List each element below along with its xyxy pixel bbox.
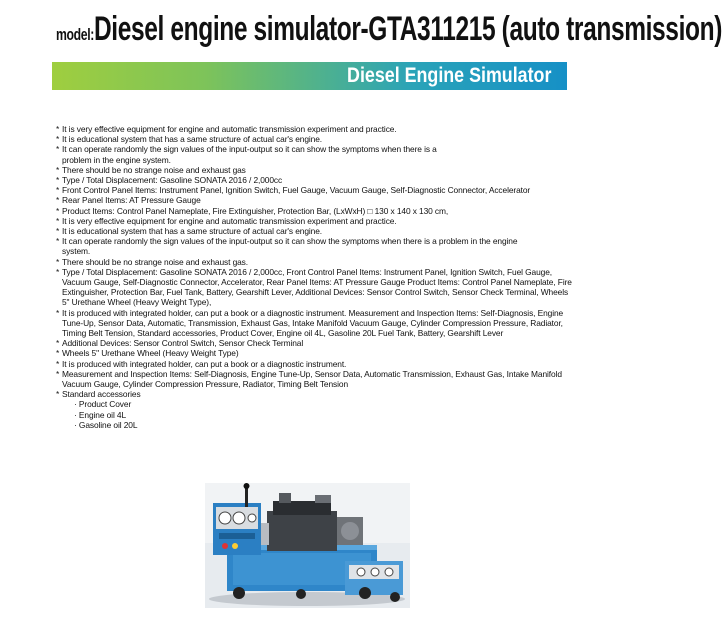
model-title: Diesel engine simulator-GTA311215 (auto transmission) — [93, 10, 722, 48]
bullet-mark: * — [56, 124, 60, 134]
spec-item — [56, 185, 616, 195]
bullet-mark: * — [56, 266, 60, 277]
banner-text: Diesel Engine Simulator — [346, 64, 551, 87]
spec-text: Rear Panel Items: AT Pressure Gauge — [62, 195, 201, 206]
spec-text: There should be no strange noise and exhaust gas. — [62, 256, 248, 267]
spec-text: Additional Devices: Sensor Control Switch, Sensor Check Terminal — [62, 338, 304, 349]
spec-item — [56, 308, 578, 339]
section-banner — [52, 62, 567, 90]
spec-text: Type / Total Displacement: Gasoline SONATA 2016 / 2,000cc — [62, 175, 283, 186]
spec-item — [56, 267, 574, 308]
spec-item — [56, 359, 616, 369]
bullet-mark: * — [56, 134, 60, 145]
bullet-mark: * — [56, 144, 60, 155]
spec-item — [56, 257, 616, 267]
bullet-mark: * — [56, 358, 60, 369]
spec-text: Product Items: Control Panel Nameplate, Fire Extinguisher, Protection Bar, (LxWxH) □ 130 x 140 x 130 cm, — [62, 205, 449, 216]
spec-text: It can operate randomly the sign values of the input-output so it can show the symptoms when there is a problem in the engine system. — [62, 144, 437, 165]
spec-text: Measurement and Inspection Items: Self-Diagnosis, Engine Tune-Up, Sensor Data, Automatic Transmission, Exhaust Gas, Intake Manifold Vacuum Gauge, Cylinder Compression Pressure, Radiator, Timing Belt Tension — [62, 368, 562, 390]
spec-text: There should be no strange noise and exhaust gas — [62, 164, 246, 175]
bullet-mark: * — [56, 205, 60, 216]
spec-item — [56, 369, 572, 389]
spec-item — [56, 226, 616, 236]
spec-text: It is produced with integrated holder, can put a book or a diagnostic instrument. Measurement and Inspection Items: Self-Diagnosis, Engine Tune-Up, Sensor Data, Automatic, Transmission, Exhaust Gas, Intake Manifold Vacuum Gauge, Cylinder Compression Pressure, Radiator, Timing Belt Tension, Standard accessories, Product Cover, Engine oil 4L, Gasoline 20L Fuel Tank, Battery, Gearshift Lever — [62, 307, 564, 339]
spec-text: It is very effective equipment for engine and automatic transmission experiment and practice. — [62, 124, 397, 134]
spec-text: It is educational system that has a same structure of actual car's engine. — [62, 226, 323, 237]
spec-item — [56, 144, 462, 164]
bullet-mark: * — [56, 195, 60, 206]
spec-item — [56, 206, 616, 216]
accessory-item: · Gasoline oil 20L — [74, 419, 138, 430]
bullet-mark: * — [56, 256, 60, 267]
spec-item — [56, 236, 542, 256]
accessory-item: · Engine oil 4L — [74, 409, 127, 420]
spec-item — [56, 134, 616, 144]
bullet-mark: * — [56, 226, 60, 237]
bullet-mark: * — [56, 185, 60, 196]
bullet-mark: * — [56, 307, 60, 318]
spec-item — [56, 216, 616, 226]
bullet-mark: * — [56, 215, 60, 226]
bullet-mark: * — [56, 236, 60, 247]
accessory-item: · Product Cover — [74, 399, 132, 410]
spec-list — [56, 124, 616, 430]
bullet-mark: * — [56, 348, 60, 359]
document-title — [56, 10, 722, 49]
spec-text: It is very effective equipment for engine and automatic transmission experiment and practice. — [62, 215, 397, 226]
spec-text: Front Control Panel Items: Instrument Panel, Ignition Switch, Fuel Gauge, Vacuum Gauge, Self-Diagnostic Connector, Accelerator — [62, 185, 531, 196]
spec-item — [56, 389, 616, 399]
bullet-mark: * — [56, 164, 60, 175]
engine-simulator-photo — [205, 483, 410, 608]
model-prefix: model: — [56, 25, 94, 44]
spec-text: Type / Total Displacement: Gasoline SONATA 2016 / 2,000cc, Front Control Panel Items: Instrument Panel, Ignition Switch, Fuel Gauge, Vacuum Gauge, Self-Diagnostic Connector, Accelerator, Rear Panel Items: AT Pressure Gauge Product Items: Control Panel Nameplate, Fire Extinguisher, Protection Bar, Fuel Tank, Battery, Gearshift Lever, Additional Devices: Sensor Control Switch, Sensor Check Terminal, Wheels 5" Urethane Wheel (Heavy Weight Type), — [62, 266, 572, 308]
bullet-mark: * — [56, 389, 60, 400]
bullet-mark: * — [56, 368, 60, 379]
spec-text: Standard accessories — [62, 389, 141, 400]
spec-item — [56, 165, 616, 175]
spec-text: It is produced with integrated holder, can put a book or a diagnostic instrument. — [62, 358, 347, 369]
bullet-mark: * — [56, 175, 60, 186]
spec-item — [56, 348, 616, 358]
spec-item — [56, 195, 616, 205]
spec-text: It is educational system that has a same structure of actual car's engine. — [62, 134, 323, 145]
spec-text: It can operate randomly the sign values of the input-output so it can show the symptoms when there is a problem in the engine system. — [62, 236, 518, 257]
bullet-mark: * — [56, 338, 60, 349]
spec-item — [56, 175, 616, 185]
spec-text: Wheels 5" Urethane Wheel (Heavy Weight Type) — [62, 348, 239, 359]
spec-item — [56, 124, 616, 134]
spec-item — [56, 338, 616, 348]
